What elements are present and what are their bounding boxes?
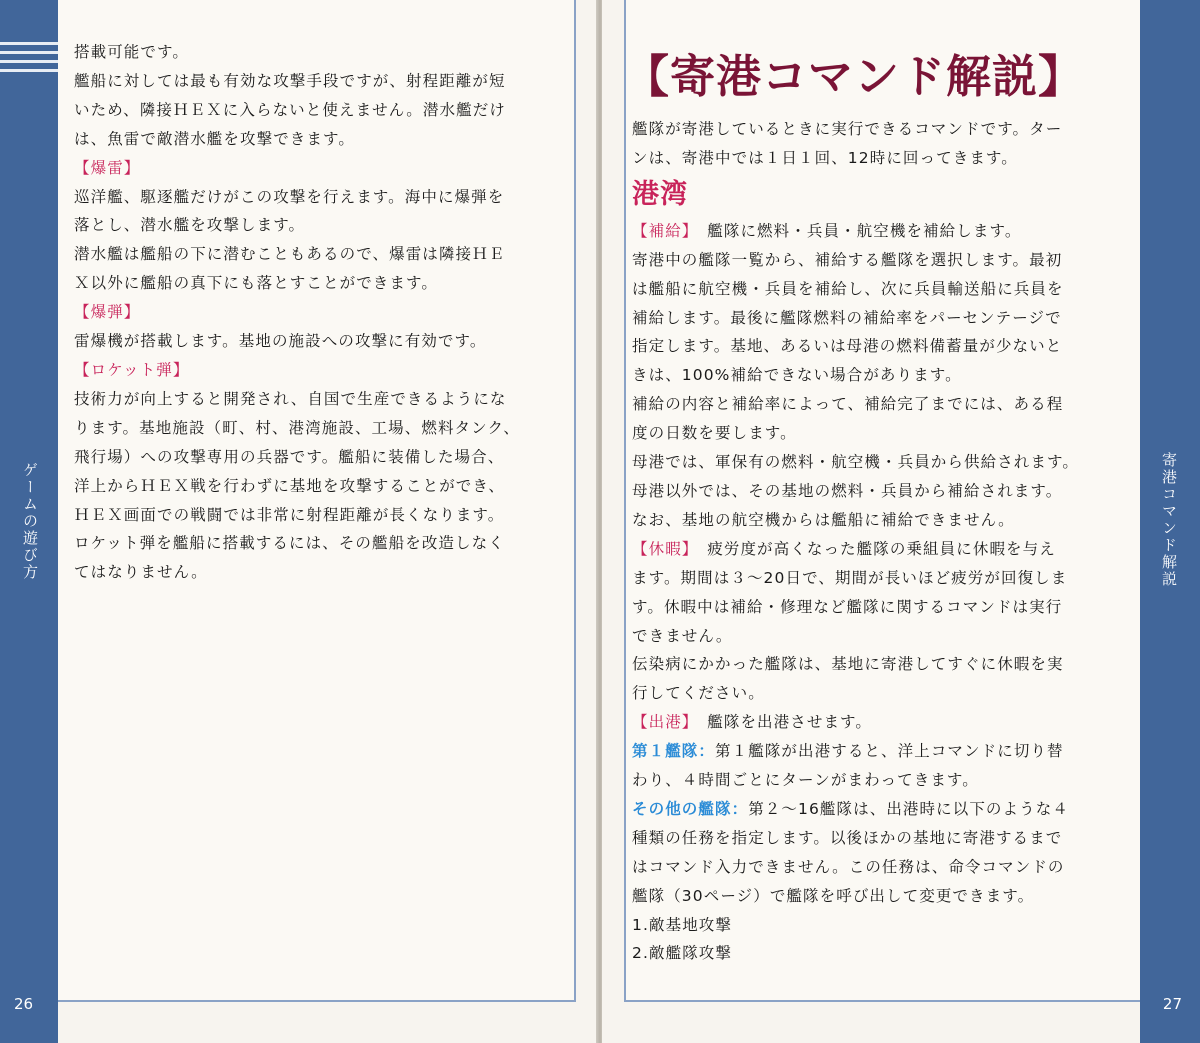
body-line: 寄港中の艦隊一覧から、補給する艦隊を選択します。最初: [632, 250, 1063, 269]
body-line: ります。基地施設（町、村、港湾施設、工場、燃料タンク、: [74, 418, 521, 437]
page-title: 【寄港コマンド解説】: [624, 50, 1085, 103]
body-line: は艦船に航空機・兵員を補給し、次に兵員輸送船に兵員を: [632, 279, 1064, 298]
other-first-line: その他の艦隊：第２～16艦隊は、出港時に以下のような４: [632, 799, 1069, 818]
body-line: 艦船に対しては最も有効な攻撃手段ですが、射程距離が短: [74, 71, 506, 90]
body-line: 母港以外では、その基地の燃料・兵員から補給されます。: [632, 481, 1063, 500]
body-line: きは、100%補給できない場合があります。: [632, 366, 962, 385]
heading-rocket: 【ロケット弾】: [74, 360, 190, 379]
right-side-band: [1140, 0, 1200, 1043]
body-line: 母港では、軍保有の燃料・航空機・兵員から供給されます。: [632, 453, 1079, 472]
heading-other-fleets: その他の艦隊：: [632, 799, 749, 818]
body-line: 補給の内容と補給率によって、補給完了までには、ある程: [632, 395, 1064, 414]
body-line: ＨＥＸ画面での戦闘では非常に射程距離が長くなります。: [74, 505, 505, 524]
body-line: 巡洋艦、駆逐艦だけがこの攻撃を行えます。海中に爆弾を: [74, 187, 505, 206]
body-line: 落とし、潜水艦を攻撃します。: [74, 216, 306, 235]
body-line: 行してください。: [632, 684, 765, 703]
body-line: 艦隊（30ページ）で艦隊を呼び出して変更できます。: [632, 886, 1035, 905]
body-line: 技術力が向上すると開発され、自国で生産できるようにな: [74, 389, 507, 408]
body-line: 搭載可能です。: [74, 43, 189, 61]
left-body-text: [74, 38, 574, 587]
section-side-label: 寄港コマンド解説: [1160, 452, 1178, 588]
heading-supply: 【補給】: [632, 221, 691, 240]
body-line: はコマンド入力できません。この任務は、命令コマンドの: [632, 857, 1065, 876]
mission-item: 2.敵艦隊攻撃: [632, 944, 732, 963]
right-body-text: [632, 115, 1122, 968]
body-line: 伝染病にかかった艦隊は、基地に寄港してすぐに休暇を実: [632, 655, 1064, 674]
left-page: [0, 0, 598, 1043]
heading-bomb: 【爆弾】: [74, 303, 141, 322]
body-line: いため、隣接ＨＥＸに入らないと使えません。潜水艦だけ: [74, 100, 506, 119]
body-line: す。休暇中は補給・修理など艦隊に関するコマンドは実行: [632, 597, 1063, 616]
body-line: ます。期間は３～20日で、期間が長いほど疲労が回復しま: [632, 568, 1068, 587]
body-line: わり、４時間ごとにターンがまわってきます。: [632, 771, 979, 790]
heading-fleet-1: 第１艦隊：: [632, 742, 716, 761]
page-number: 27: [1162, 995, 1182, 1013]
body-line: 補給します。最後に艦隊燃料の補給率をパーセンテージで: [632, 308, 1062, 327]
body-line: Ｘ以外に艦船の真下にも落とすことができます。: [74, 274, 438, 293]
body-line: できません。: [632, 626, 733, 645]
band-stripes: [0, 42, 58, 78]
rest-first-line: 【休暇】 疲労度が高くなった艦隊の乗組員に休暇を与え: [632, 539, 1056, 558]
intro-line: ンは、寄港中では１日１回、12時に回ってきます。: [632, 148, 1018, 167]
section-side-label: ゲームの遊び方: [21, 462, 39, 581]
right-page: [602, 0, 1200, 1043]
supply-first-line: 【補給】 艦隊に燃料・兵員・航空機を補給します。: [632, 221, 1022, 240]
body-line: てはなりません。: [74, 563, 208, 582]
body-line: なお、基地の航空機からは艦船に補給できません。: [632, 510, 1015, 529]
intro-line: 艦隊が寄港しているときに実行できるコマンドです。ター: [632, 120, 1063, 138]
depart-first-line: 【出港】 艦隊を出港させます。: [632, 713, 873, 732]
body-line: 種類の任務を指定します。以後ほかの基地に寄港するまで: [632, 828, 1063, 847]
body-line: は、魚雷で敵潜水艦を攻撃できます。: [74, 129, 355, 148]
body-line: 洋上からＨＥＸ戦を行わずに基地を攻撃することができ、: [74, 476, 505, 495]
section-heading-port: 港湾: [632, 178, 689, 210]
heading-depth-charge: 【爆雷】: [74, 158, 141, 177]
body-line: 度の日数を要します。: [632, 424, 797, 443]
mission-item: 1.敵基地攻撃: [632, 915, 732, 934]
body-line: 雷爆機が搭載します。基地の施設への攻撃に有効です。: [74, 332, 487, 351]
left-side-band: [0, 0, 58, 1043]
fleet1-first-line: 第１艦隊：第１艦隊が出港すると、洋上コマンドに切り替: [632, 742, 1064, 761]
body-line: 飛行場）への攻撃専用の兵器です。艦船に装備した場合、: [74, 447, 505, 466]
body-line: ロケット弾を艦船に搭載するには、その艦船を改造しなく: [74, 534, 505, 553]
heading-depart: 【出港】: [632, 713, 691, 732]
heading-rest: 【休暇】: [632, 539, 691, 558]
body-line: 潜水艦は艦船の下に潜むこともあるので、爆雷は隣接ＨＥ: [74, 245, 506, 264]
body-line: 指定します。基地、あるいは母港の燃料備蓄量が少ないと: [632, 337, 1063, 356]
page-number: 26: [14, 995, 34, 1013]
